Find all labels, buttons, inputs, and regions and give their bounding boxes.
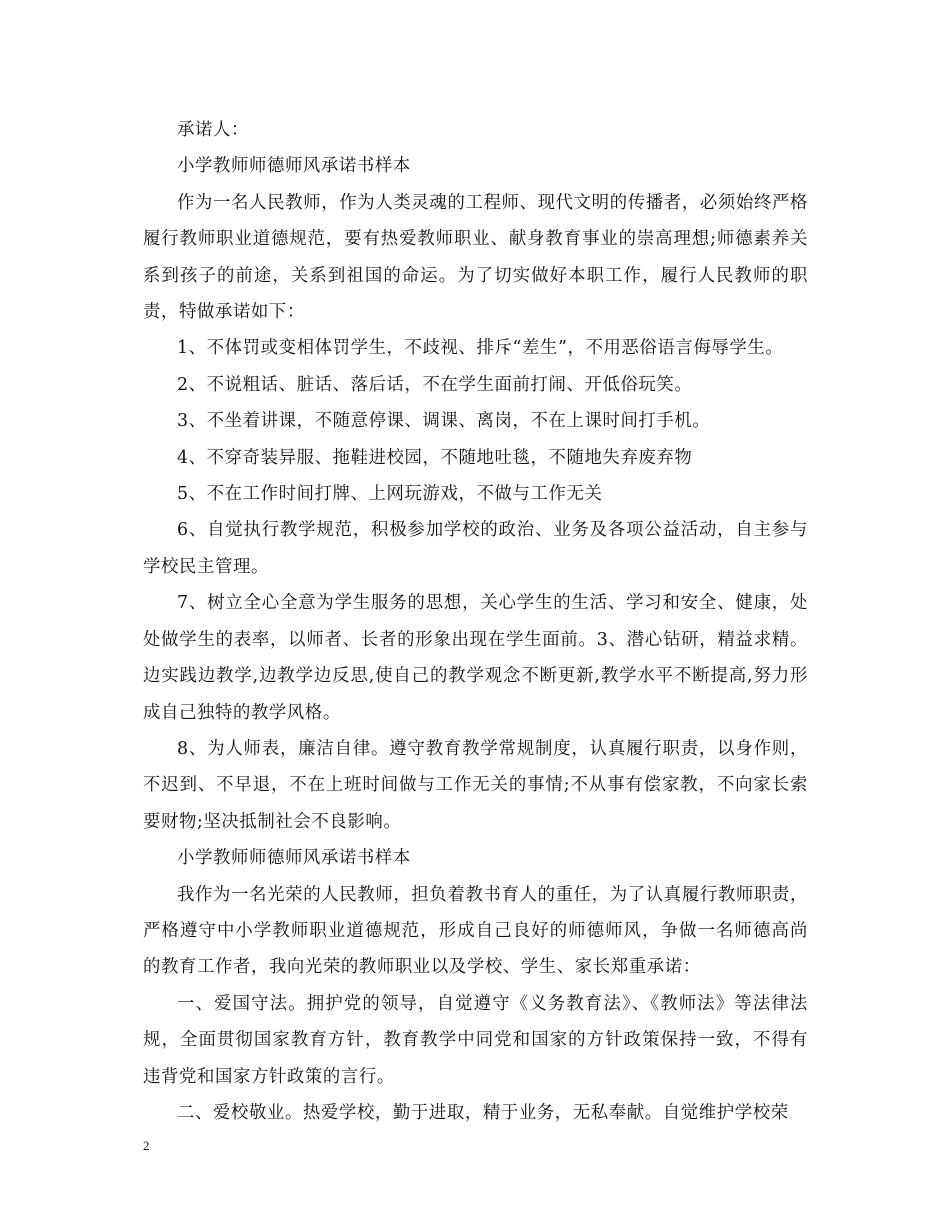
page-number: 2 [143, 1138, 150, 1153]
intro-paragraph-2: 我作为一名光荣的人民教师，担负着教书育人的重任，为了认真履行教师职责，严格遵守中小学教师职业道德规范，形成自己良好的师德师风，争做一名师德高尚的教育工作者，我向光荣的教师职业以及学校、学生、家长郑重承诺： [143, 884, 808, 978]
pledge-dedication: 二、爱校敬业。热爱学校，勤于进取，精于业务，无私奉献。自觉维护学校荣 [177, 1102, 789, 1123]
commitment-item-3: 3、不坐着讲课，不随意停课、调课、离岗，不在上课时间打手机。 [177, 411, 711, 432]
commitment-item-6: 6、自觉执行教学规范，积极参加学校的政治、业务及各项公益活动，自主参与学校民主管理。 [143, 520, 808, 577]
commitment-item-1: 1、不体罚或变相体罚学生，不歧视、排斥“差生”，不用恶俗语言侮辱学生。 [177, 338, 784, 359]
commitment-item-5: 5、不在工作时间打牌、上网玩游戏，不做与工作无关 [177, 484, 603, 505]
intro-paragraph: 作为一名人民教师，作为人类灵魂的工程师、现代文明的传播者，必须始终严格履行教师职业道德规范，要有热爱教师职业、献身教育事业的崇高理想;师德素养关系到孩子的前途，关系到祖国的命运。为了切实做好本职工作，履行人民教师的职责，特做承诺如下： [143, 192, 808, 323]
section-title: 小学教师师德师风承诺书样本 [177, 156, 411, 177]
commitment-item-4: 4、不穿奇装异服、拖鞋进校园，不随地吐毯，不随地失弃废弃物 [177, 447, 693, 468]
document-body [143, 112, 808, 1131]
commitment-item-7: 7、树立全心全意为学生服务的思想，关心学生的生活、学习和安全、健康，处处做学生的表率，以师者、长者的形象出现在学生面前。3、潜心钻研，精益求精。边实践边教学,边教学边反思,使自己的教学观念不断更新,教学水平不断提高,努力形成自己独特的教学风格。 [143, 593, 808, 723]
commitment-item-2: 2、不说粗话、脏话、落后话，不在学生面前打闹、开低俗玩笑。 [177, 374, 693, 395]
commitment-item-8: 8、为人师表，廉洁自律。遵守教育教学常规制度，认真履行职责，以身作则，不迟到、不早退，不在上班时间做与工作无关的事情;不从事有偿家教，不向家长索要财物;坚决抵制社会不良影响。 [143, 738, 808, 832]
section-title-2: 小学教师师德师风承诺书样本 [177, 848, 411, 869]
signer-line: 承诺人： [177, 120, 249, 140]
pledge-patriotism: 一、爱国守法。拥护党的领导，自觉遵守《义务教育法》、《教师法》等法律法规，全面贯彻国家教育方针，教育教学中同党和国家的方针政策保持一致，不得有违背党和国家方针政策的言行。 [143, 993, 808, 1087]
